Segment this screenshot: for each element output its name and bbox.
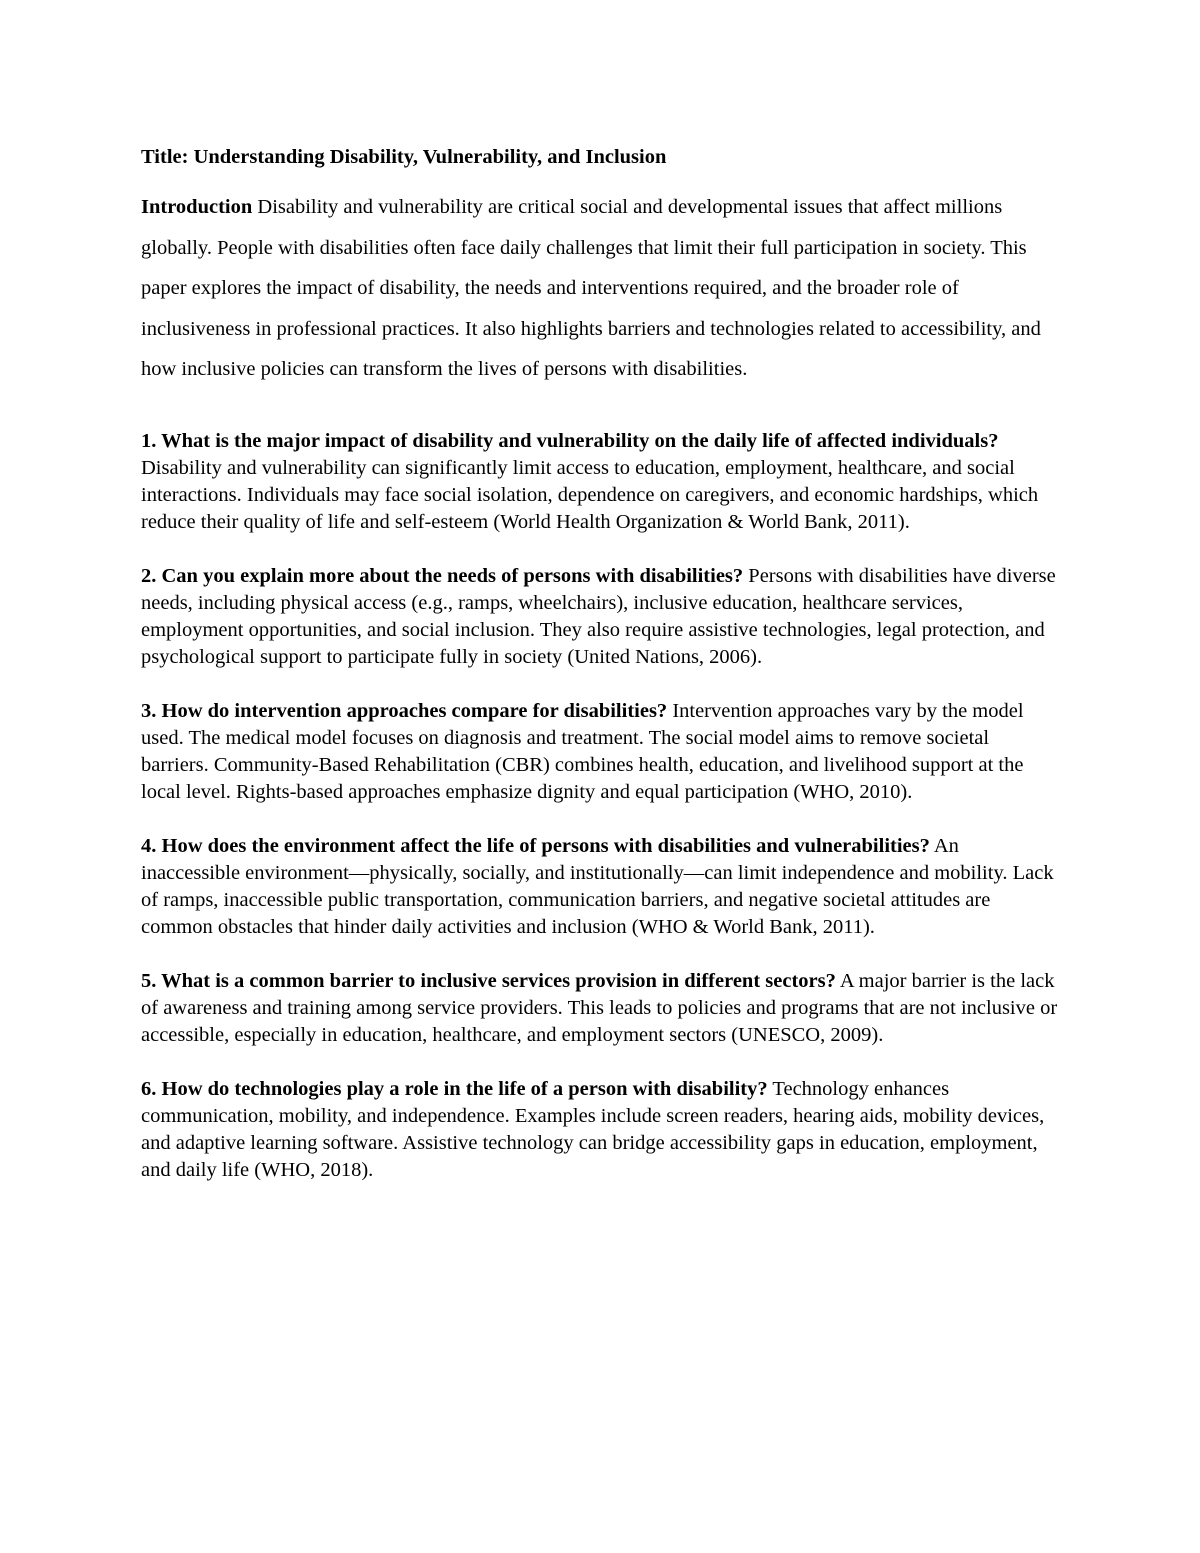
question-text: 1. What is the major impact of disability and vulnerability on the daily life of affected individuals? <box>141 429 999 452</box>
introduction-paragraph <box>141 187 1061 390</box>
question-list <box>141 428 1061 1184</box>
question-item-4 <box>141 833 1061 941</box>
question-text: 4. How does the environment affect the life of persons with disabilities and vulnerabilities? <box>141 834 930 857</box>
question-text: 3. How do intervention approaches compare for disabilities? <box>141 699 668 722</box>
question-item-5 <box>141 968 1061 1049</box>
question-text: 2. Can you explain more about the needs of persons with disabilities? <box>141 564 744 587</box>
question-item-1 <box>141 428 1061 536</box>
answer-text: Intervention approaches vary by the model used. The medical model focuses on diagnosis and treatment. The social model aims to remove societal barriers. Community-Based Rehabilitation (CBR) combines health, education, and livelihood support at the local level. Rights-based approaches emphasize dignity and equal participation (WHO, 2010). <box>141 699 1024 803</box>
question-item-3 <box>141 698 1061 806</box>
question-text: 6. How do technologies play a role in the life of a person with disability? <box>141 1077 768 1100</box>
question-text: 5. What is a common barrier to inclusive services provision in different sectors? <box>141 969 836 992</box>
question-item-2 <box>141 563 1061 671</box>
document-page <box>141 141 1061 1211</box>
answer-text: An inaccessible environment—physically, socially, and institutionally—can limit independence and mobility. Lack of ramps, inaccessible public transportation, communication barriers, and negative societal attitudes are common obstacles that hinder daily activities and inclusion (WHO & World Bank, 2011). <box>141 834 1054 938</box>
answer-text: Technology enhances communication, mobility, and independence. Examples include screen readers, hearing aids, mobility devices, and adaptive learning software. Assistive technology can bridge accessibility gaps in education, employment, and daily life (WHO, 2018). <box>141 1077 1045 1181</box>
document-title: Title: Understanding Disability, Vulnerability, and Inclusion <box>141 146 667 168</box>
introduction-text: Disability and vulnerability are critical social and developmental issues that affect millions globally. People with disabilities often face daily challenges that limit their full participation in society. This paper explores the impact of disability, the needs and interventions required, and the broader role of inclusiveness in professional practices. It also highlights barriers and technologies related to accessibility, and how inclusive policies can transform the lives of persons with disabilities. <box>141 196 1041 381</box>
answer-text: Disability and vulnerability can significantly limit access to education, employment, healthcare, and social interactions. Individuals may face social isolation, dependence on caregivers, and economic hardships, which reduce their quality of life and self-esteem (World Health Organization & World Bank, 2011). <box>141 456 1039 533</box>
answer-text: Persons with disabilities have diverse needs, including physical access (e.g., ramps, wheelchairs), inclusive education, healthcare services, employment opportunities, and social inclusion. They also require assistive technologies, legal protection, and psychological support to participate fully in society (United Nations, 2006). <box>141 564 1056 668</box>
answer-text: A major barrier is the lack of awareness and training among service providers. This leads to policies and programs that are not inclusive or accessible, especially in education, healthcare, and employment sectors (UNESCO, 2009). <box>141 969 1058 1046</box>
introduction-heading: Introduction <box>141 196 253 218</box>
question-item-6 <box>141 1076 1061 1184</box>
